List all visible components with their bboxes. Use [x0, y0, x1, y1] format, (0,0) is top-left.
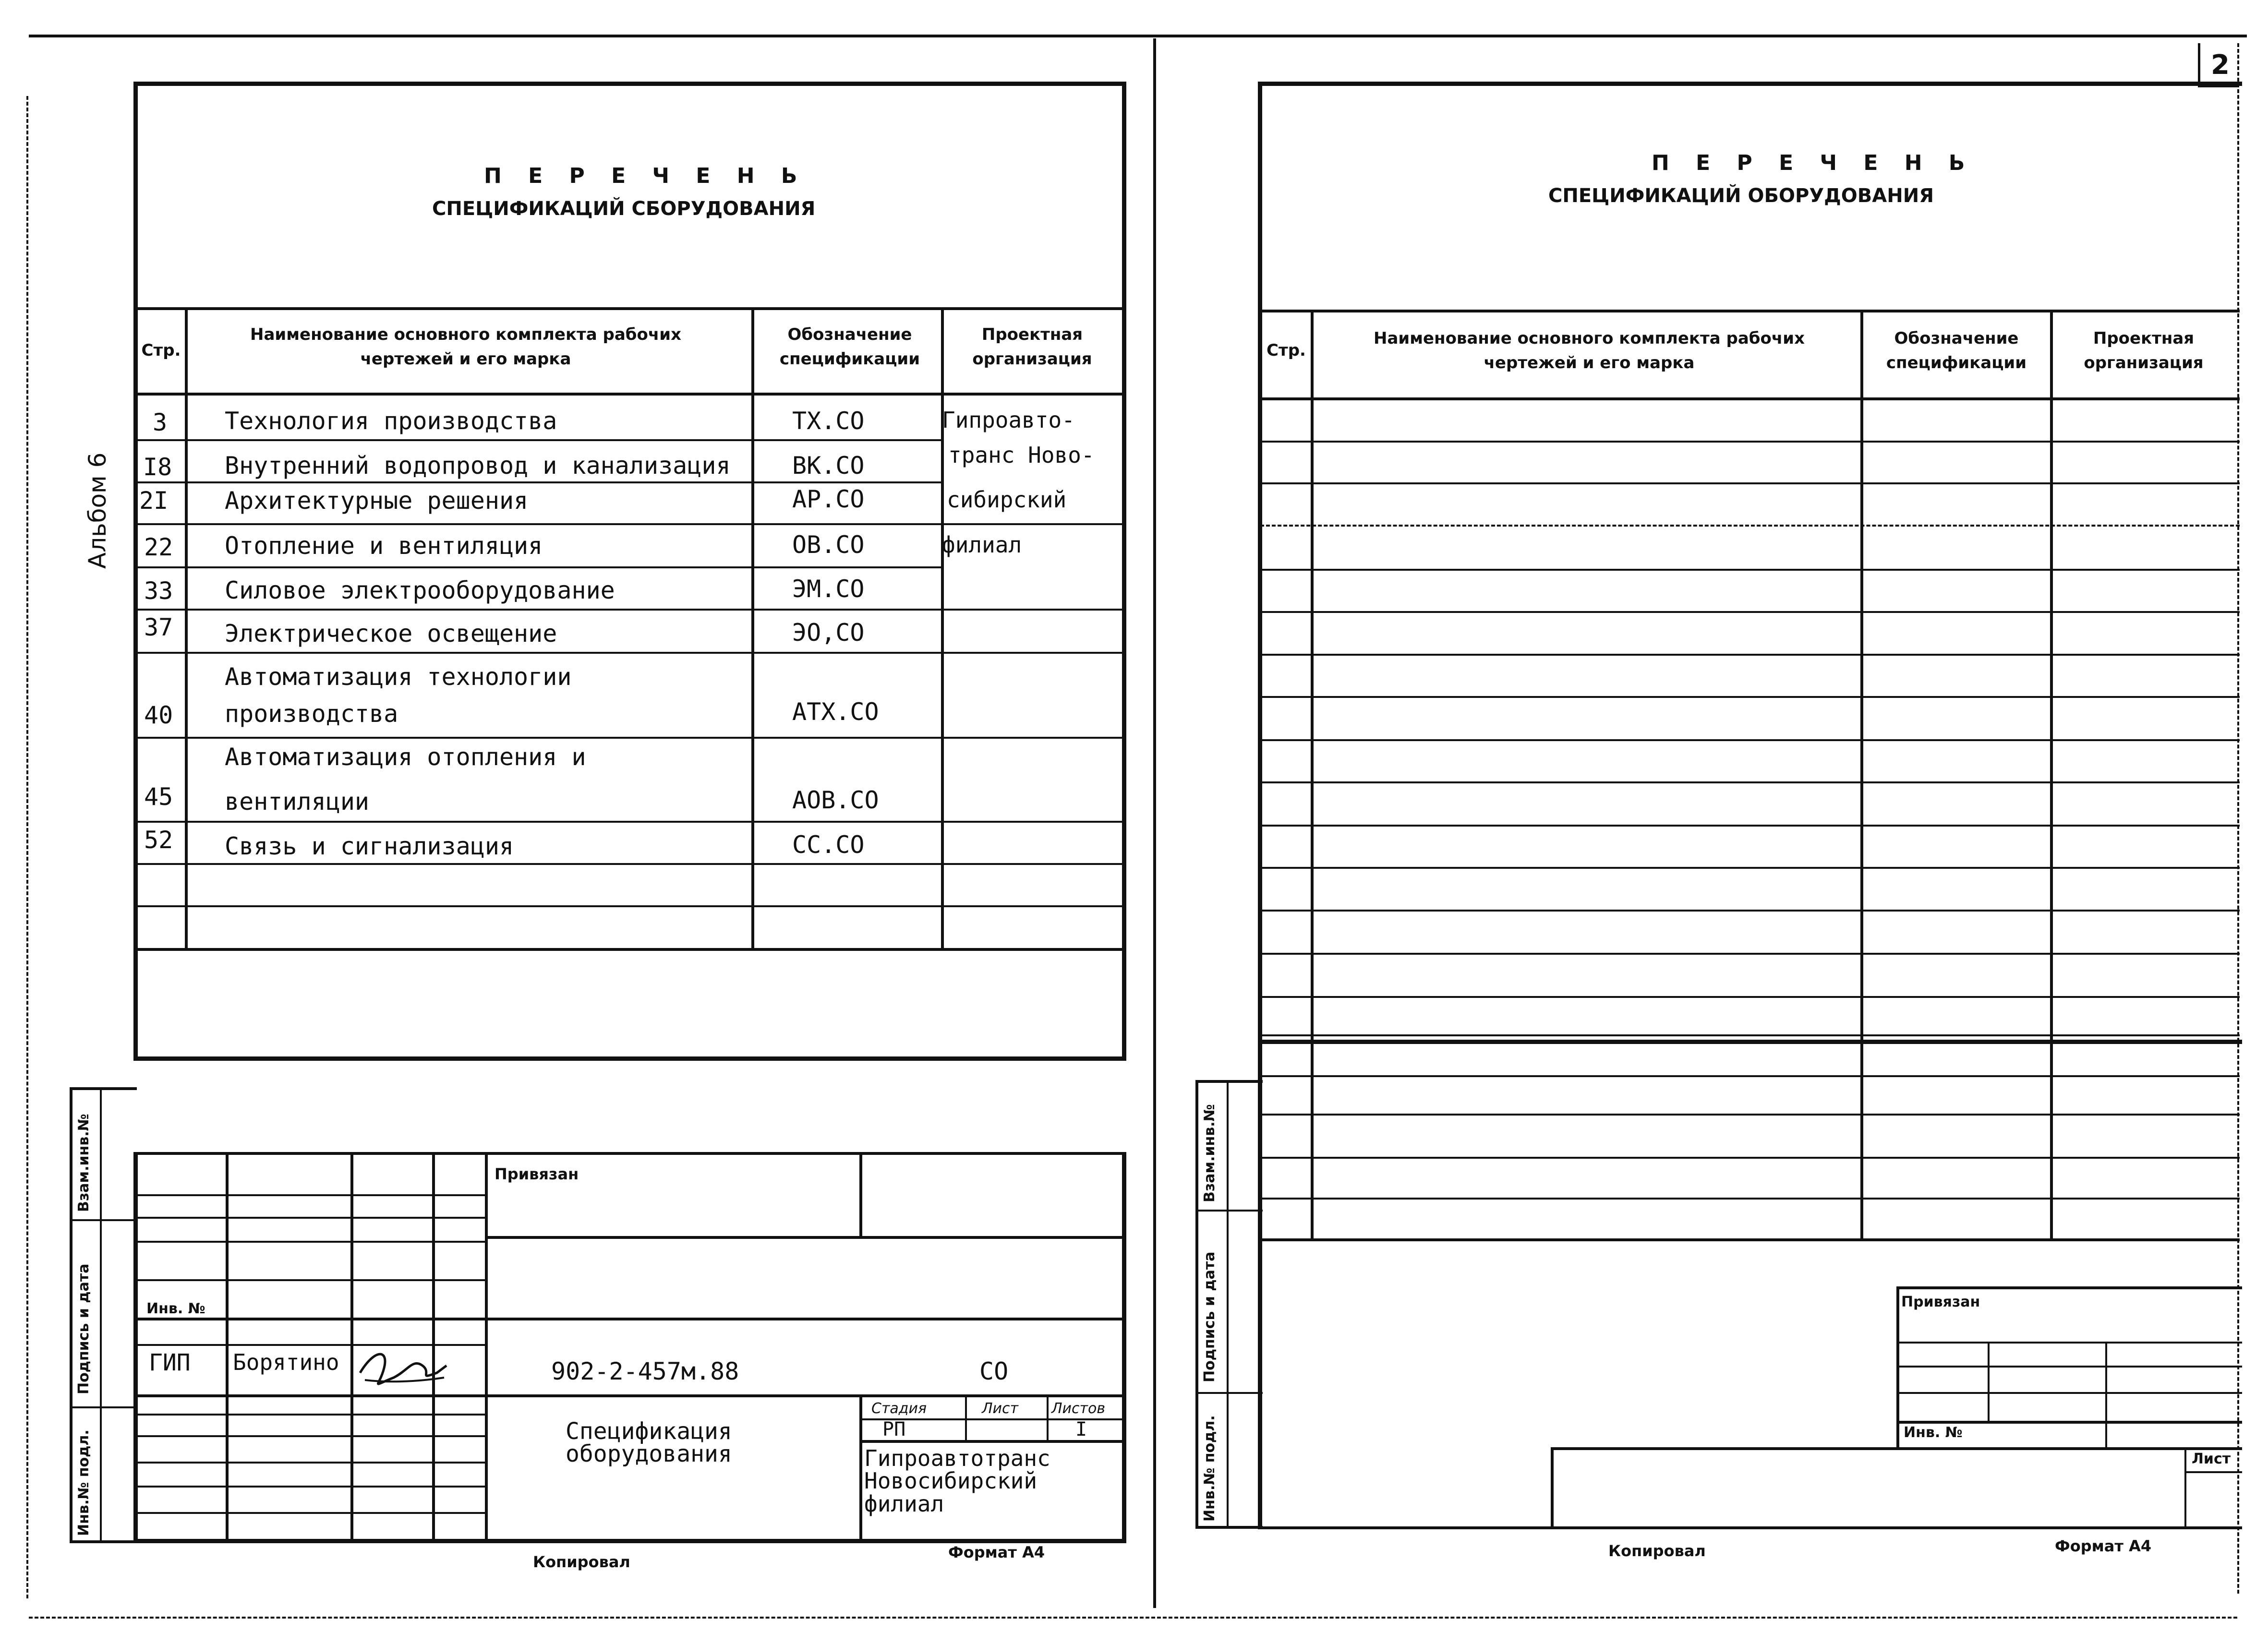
right-col-org: Проектная организация — [2084, 329, 2204, 372]
left-stamp-org-3: филиал — [864, 1491, 944, 1517]
row-page: 45 — [144, 783, 173, 811]
row-code: СС.СО — [792, 831, 865, 859]
row-name: Внутренний водопровод и канализация — [225, 452, 731, 480]
left-stamp-stage-label: Стадия — [871, 1400, 927, 1417]
row-code: ОВ.СО — [792, 531, 865, 559]
row-name: Связь и сигнализация — [225, 832, 514, 860]
right-stamp-sheet-label: Лист — [2192, 1451, 2231, 1467]
left-subtitle: СПЕЦИФИКАЦИЙ СБОРУДОВАНИЯ — [432, 198, 816, 220]
left-stamp-org-1: Гипроавтотранс — [864, 1445, 1050, 1471]
left-col-org: Проектная организация — [972, 325, 1092, 369]
left-col-name: Наименование основного комплекта рабочих чертежей и его марка — [250, 325, 681, 369]
left-stamp-doc-mark: СО — [979, 1357, 1009, 1385]
right-subtitle: СПЕЦИФИКАЦИЙ ОБОРУДОВАНИЯ — [1548, 185, 1934, 207]
left-stamp-inv-no: Инв. № — [146, 1300, 205, 1317]
row-page: 22 — [144, 533, 173, 561]
row-code: ТХ.СО — [792, 407, 865, 435]
row-code: АТХ.СО — [792, 698, 879, 726]
right-col-name: Наименование основного комплекта рабочих чертежей и его марка — [1374, 329, 1805, 372]
right-frame — [1258, 82, 2242, 1044]
left-footer-format: Формат А4 — [948, 1543, 1045, 1561]
right-stamp-frame — [1258, 1044, 1262, 1529]
row-page: 33 — [144, 577, 173, 605]
left-stamp-doc-title-1: Спецификация — [566, 1418, 732, 1445]
left-stamp-privyazan: Привязан — [495, 1165, 579, 1183]
left-side-label-inv: Инв.№ подл. — [75, 1429, 92, 1536]
left-stamp-sheets: I — [1075, 1418, 1087, 1440]
left-stamp-sheets-label: Листов — [1051, 1400, 1106, 1417]
row-page: 2I — [139, 487, 169, 515]
right-stamp-inv-no: Инв. № — [1904, 1424, 1963, 1441]
right-footer-copied: Копировал — [1608, 1542, 1706, 1560]
row-code: АР.СО — [792, 485, 865, 513]
row-org: сибирский — [947, 487, 1067, 513]
row-page: 37 — [144, 613, 173, 641]
left-stamp-sheet-label: Лист — [982, 1400, 1019, 1417]
left-side-label-vzam: Взам.инв.№ — [75, 1114, 92, 1212]
row-name: Автоматизация отопления и — [225, 743, 586, 771]
left-title: П Е Р Е Ч Е Н Ь — [484, 164, 807, 188]
row-name: Технология производства — [225, 407, 557, 435]
row-code: АОВ.СО — [792, 786, 879, 814]
signature-mark — [355, 1339, 451, 1392]
left-stamp-stage: РП — [882, 1418, 906, 1440]
left-frame — [133, 82, 1126, 1061]
row-name: Силовое электрооборудование — [225, 576, 615, 604]
row-page: 3 — [153, 408, 168, 436]
left-side-label-podpis: Подпись и дата — [75, 1263, 92, 1394]
left-stamp-doc-code: 902-2-457м.88 — [551, 1357, 739, 1385]
right-footer-format: Формат А4 — [2055, 1537, 2152, 1555]
right-col-code: Обозначение спецификации — [1886, 329, 2027, 372]
right-title: П Е Р Е Ч Е Н Ь — [1652, 151, 1975, 175]
row-org: транс Ново- — [948, 442, 1095, 468]
row-page: 40 — [144, 701, 173, 729]
left-col-code: Обозначение спецификации — [779, 325, 920, 369]
row-name: Автоматизация технологии — [225, 663, 572, 691]
row-name: Архитектурные решения — [225, 487, 529, 515]
album-label: Альбом 6 — [84, 452, 111, 569]
row-page: I8 — [143, 453, 172, 481]
row-name: Отопление и вентиляция — [225, 532, 543, 560]
sheet-number: 2 — [2211, 49, 2230, 81]
row-name: производства — [225, 700, 398, 728]
row-code: ЭО,СО — [792, 619, 865, 647]
row-page: 52 — [144, 826, 173, 854]
left-stamp-org-2: Новосибирский — [864, 1468, 1037, 1494]
right-side-label-vzam: Взам.инв.№ — [1201, 1104, 1218, 1202]
right-side-label-podpis: Подпись и дата — [1201, 1251, 1218, 1382]
sheet-number-box — [2198, 43, 2239, 87]
right-side-label-inv: Инв.№ подл. — [1201, 1415, 1218, 1522]
left-footer-copied: Копировал — [533, 1553, 630, 1571]
row-code: ЭМ.СО — [792, 575, 865, 603]
left-stamp-role: ГИП — [149, 1349, 191, 1376]
row-name: вентиляции — [225, 788, 370, 816]
left-stamp-doc-title-2: оборудования — [566, 1440, 732, 1467]
row-code: ВК.СО — [792, 452, 865, 480]
right-col-page: Стр. — [1267, 341, 1306, 360]
left-stamp-person: Борятино — [233, 1349, 339, 1375]
left-col-page: Стр. — [141, 341, 181, 360]
row-org: Гипроавто- — [942, 407, 1075, 433]
right-stamp-privyazan: Привязан — [1901, 1294, 1980, 1310]
row-name: Электрическое освещение — [225, 620, 557, 648]
row-org: филиал — [942, 532, 1022, 558]
